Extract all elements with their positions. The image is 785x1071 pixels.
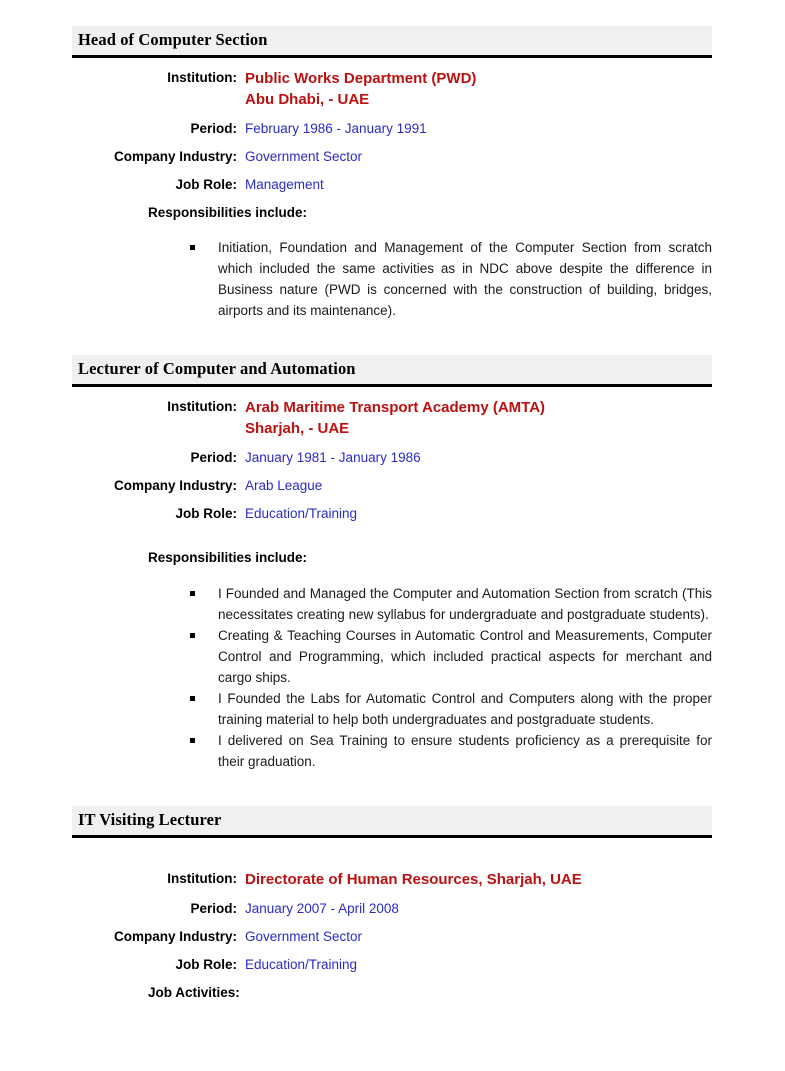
section-header-bar — [72, 806, 712, 838]
field-label-company-industry: Company Industry: — [113, 929, 237, 944]
institution-line: Directorate of Human Resources, Sharjah, UAE — [245, 871, 582, 888]
institution-line: Arab Maritime Transport Academy (AMTA) — [245, 399, 546, 416]
field-label-period: Period: — [190, 901, 237, 916]
section-header-bar — [72, 26, 712, 58]
list-item — [190, 688, 712, 730]
field-value-period: February 1986 - January 1991 — [245, 121, 427, 136]
list-item — [190, 237, 712, 321]
field-value-institution — [245, 68, 712, 110]
section-title: Head of Computer Section — [78, 30, 268, 49]
field-value-company-industry: Arab League — [245, 478, 323, 493]
experience-section — [72, 806, 712, 1002]
job-activities-heading: Job Activities: — [148, 985, 240, 1000]
field-row-institution — [72, 68, 712, 110]
institution-line: Abu Dhabi, - UAE — [245, 91, 370, 108]
field-row-job-role — [72, 504, 712, 523]
field-value-institution — [245, 397, 712, 439]
list-item — [190, 625, 712, 688]
field-label-job-role: Job Role: — [175, 177, 237, 192]
field-list — [72, 68, 712, 321]
field-row-company-industry — [72, 476, 712, 495]
field-row-job-role — [72, 955, 712, 974]
field-value-company-industry: Government Sector — [245, 149, 363, 164]
field-row-job-role — [72, 175, 712, 194]
list-item-text: Initiation, Foundation and Management of the Computer Section from scratch which included the same activities as in NDC above despite the difference in Business nature (PWD is concerned with the construction of building, bridges, airports and its maintenance). — [218, 240, 712, 318]
list-item-text: I Founded and Managed the Computer and Automation Section from scratch (This necessitates creating new syllabus for undergraduate and postgraduate students). — [218, 586, 712, 622]
field-row-institution — [72, 869, 712, 890]
experience-section — [72, 355, 712, 772]
field-value-period: January 2007 - April 2008 — [245, 901, 399, 916]
field-row-company-industry — [72, 147, 712, 166]
field-row-period — [72, 899, 712, 918]
list-item — [190, 730, 712, 772]
field-row-institution — [72, 397, 712, 439]
section-header-bar — [72, 355, 712, 387]
responsibilities-heading: Responsibilities include: — [148, 550, 308, 565]
field-label-period: Period: — [190, 450, 237, 465]
field-value-job-role: Education/Training — [245, 957, 358, 972]
field-list — [72, 397, 712, 772]
field-label-institution: Institution: — [167, 871, 237, 886]
list-item-text: Creating & Teaching Courses in Automatic Control and Measurements, Computer Control and Programming, which included practical aspects for merchant and cargo ships. — [218, 628, 712, 685]
field-value-institution — [245, 869, 712, 890]
field-value-period: January 1981 - January 1986 — [245, 450, 421, 465]
field-label-job-role: Job Role: — [175, 957, 237, 972]
field-value-job-role: Education/Training — [245, 506, 358, 521]
responsibilities-heading: Responsibilities include: — [148, 205, 308, 220]
section-title: IT Visiting Lecturer — [78, 810, 222, 829]
institution-line: Sharjah, - UAE — [245, 420, 350, 437]
field-label-institution: Institution: — [167, 399, 237, 414]
experience-section — [72, 26, 712, 321]
field-row-company-industry — [72, 927, 712, 946]
section-title: Lecturer of Computer and Automation — [78, 359, 356, 378]
field-row-period — [72, 448, 712, 467]
field-label-period: Period: — [190, 121, 237, 136]
institution-line: Public Works Department (PWD) — [245, 70, 477, 87]
list-item-text: I Founded the Labs for Automatic Control and Computers along with the proper training material to help both undergraduates and postgraduate students. — [218, 691, 712, 727]
list-item-text: I delivered on Sea Training to ensure students proficiency as a prerequisite for their graduation. — [218, 733, 712, 769]
responsibilities-list — [190, 583, 712, 772]
field-value-company-industry: Government Sector — [245, 929, 363, 944]
list-item — [190, 583, 712, 625]
field-label-job-role: Job Role: — [175, 506, 237, 521]
responsibilities-list — [190, 237, 712, 321]
field-list — [72, 869, 712, 1002]
field-label-company-industry: Company Industry: — [113, 149, 237, 164]
field-label-company-industry: Company Industry: — [113, 478, 237, 493]
field-label-institution: Institution: — [167, 70, 237, 85]
field-row-period — [72, 119, 712, 138]
field-value-job-role: Management — [245, 177, 324, 192]
